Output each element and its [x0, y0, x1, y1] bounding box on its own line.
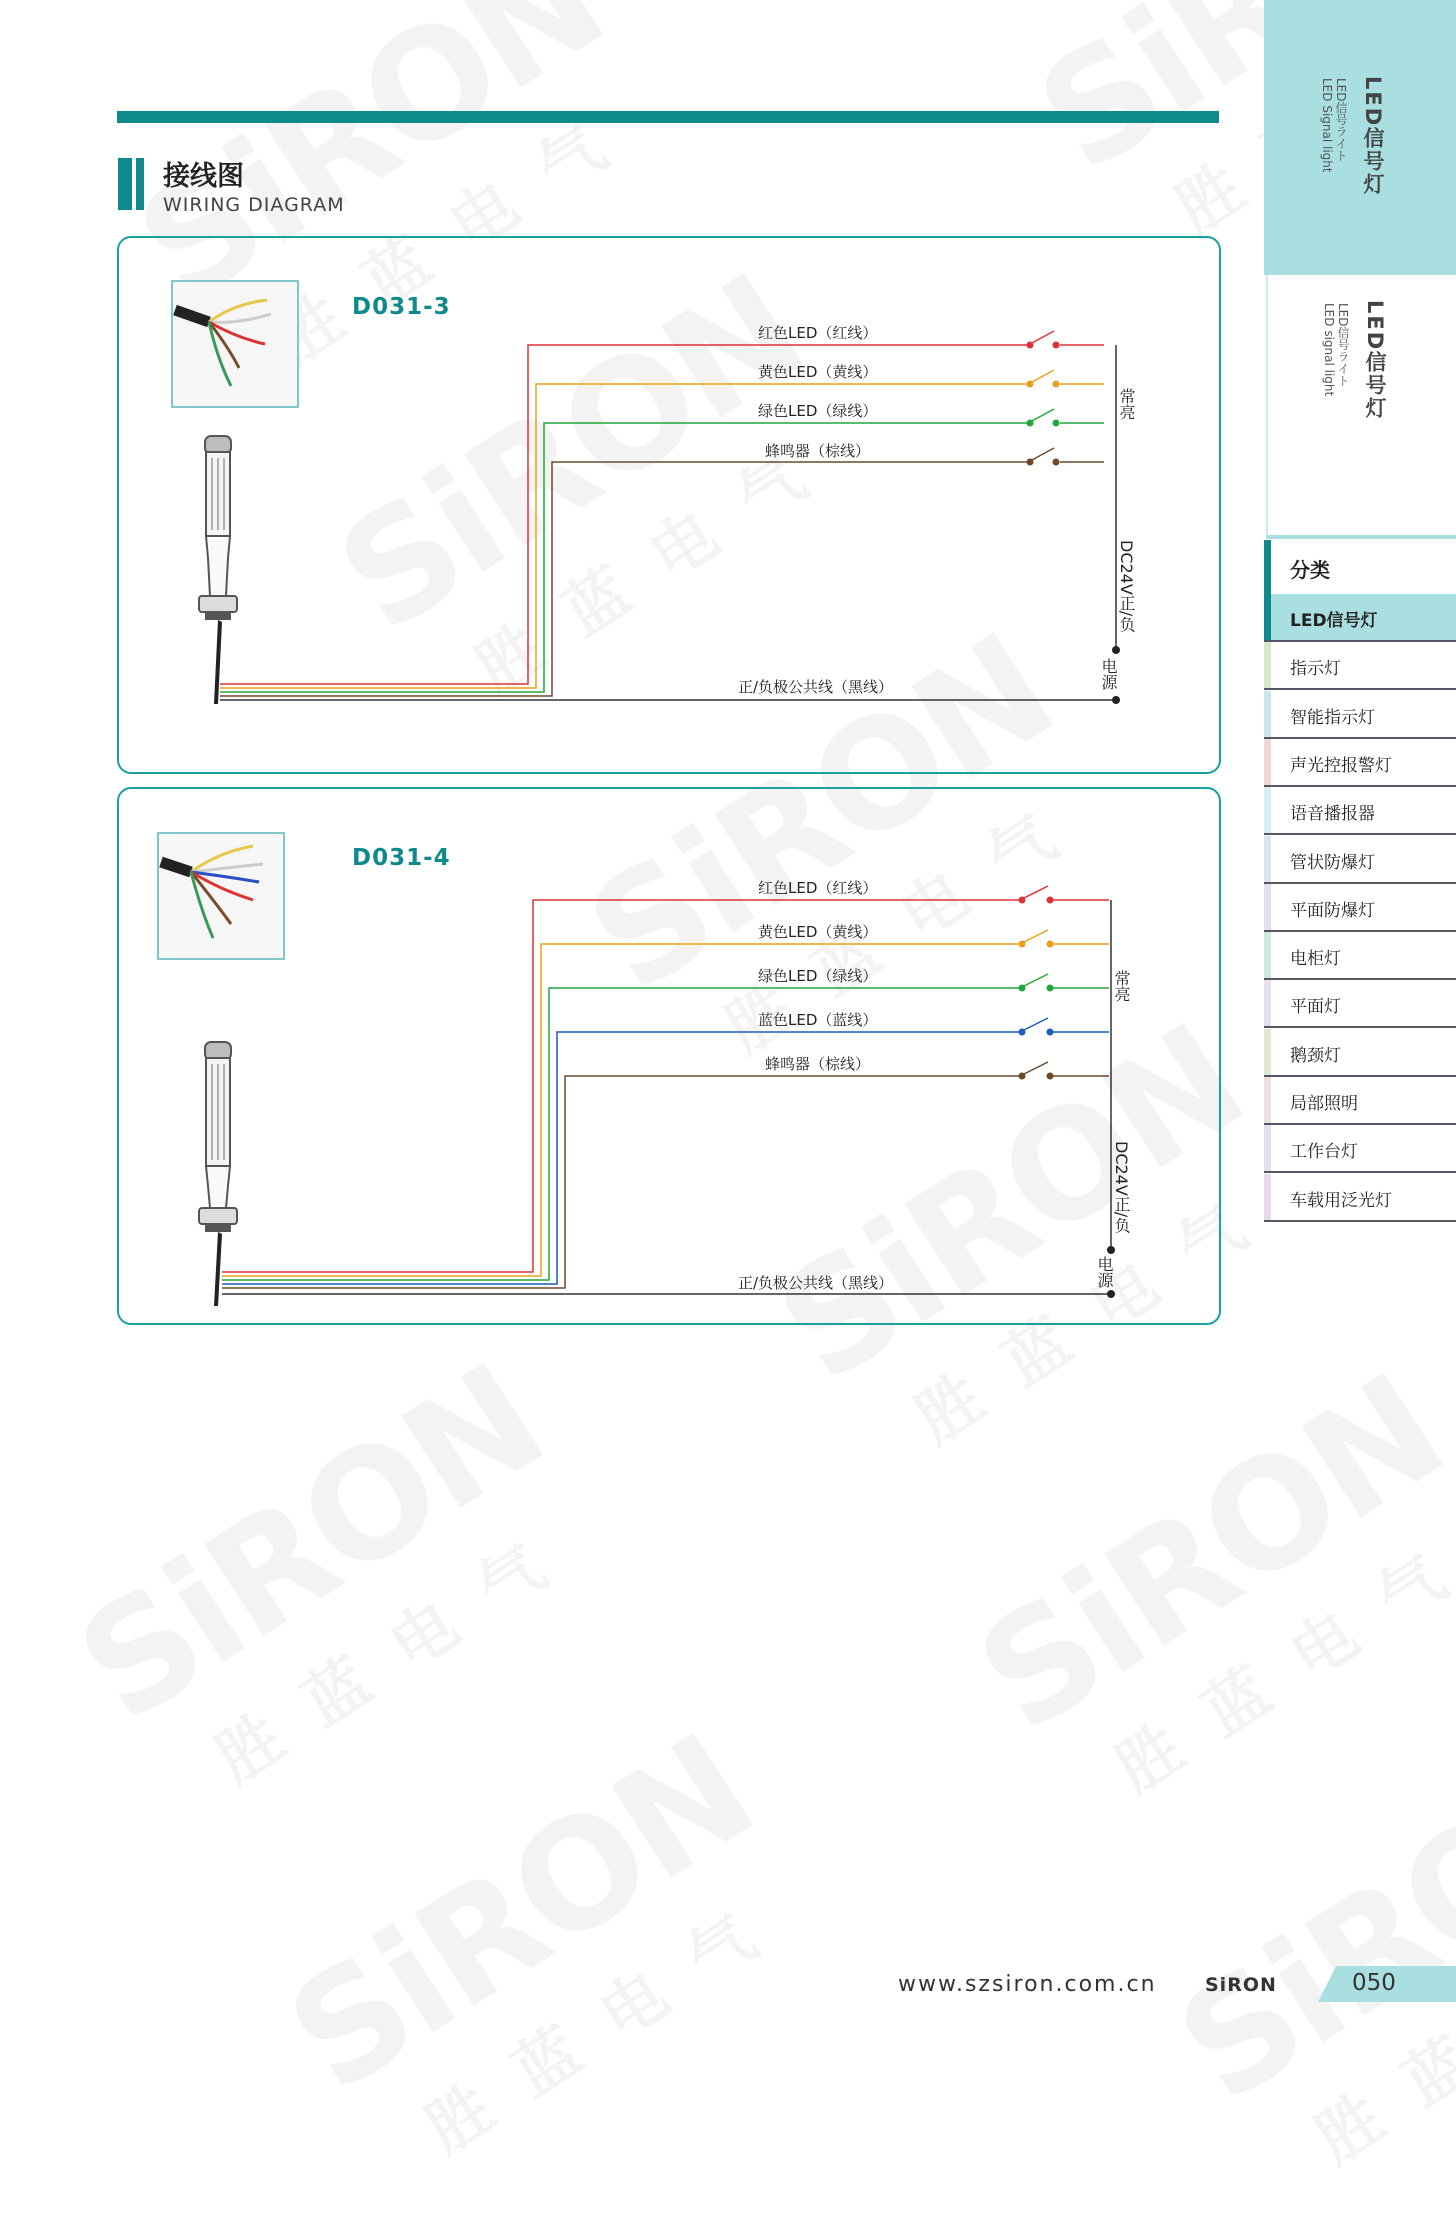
- category-item[interactable]: [1264, 1029, 1456, 1077]
- category-item[interactable]: [1264, 787, 1456, 835]
- wire-label-yellow: 黄色LED（黄线）: [758, 923, 878, 941]
- category-item-label: 声光控报警灯: [1290, 756, 1392, 776]
- watermark: [950, 1343, 1456, 1843]
- power-label: 电源: [1095, 1256, 1114, 1288]
- chapter-subtitle-en: LED Signal light: [1320, 78, 1334, 173]
- chapter-subtitle-jp: LED信号ライト: [1334, 78, 1348, 162]
- section-tab-subtitle-en: LED signal light: [1322, 303, 1336, 397]
- category-item-label: 语音播报器: [1290, 804, 1375, 824]
- category-item-label: 管状防爆灯: [1290, 853, 1375, 873]
- category-item-marker: [1264, 642, 1271, 688]
- category-item-label: 智能指示灯: [1290, 708, 1375, 728]
- dc-voltage-label: DC24V正/负: [1112, 1141, 1131, 1234]
- category-item[interactable]: [1264, 594, 1456, 642]
- category-item-marker: [1264, 1125, 1271, 1171]
- wire-label-yellow: 黄色LED（黄线）: [758, 363, 878, 381]
- dc-voltage-label: DC24V正/负: [1117, 540, 1136, 633]
- power-label: 电源: [1099, 658, 1118, 690]
- watermark: [50, 1333, 621, 1833]
- category-item[interactable]: [1264, 691, 1456, 739]
- category-item[interactable]: [1264, 642, 1456, 690]
- category-item-marker: [1264, 980, 1271, 1026]
- sidebar-section-tab[interactable]: [1266, 275, 1456, 539]
- category-item[interactable]: [1264, 836, 1456, 884]
- category-item-marker: [1264, 884, 1271, 930]
- wire-label-blue: 蓝色LED（蓝线）: [758, 1011, 878, 1029]
- category-item[interactable]: [1264, 932, 1456, 980]
- category-item[interactable]: [1264, 980, 1456, 1028]
- category-item-label: 平面灯: [1290, 997, 1341, 1017]
- cable-photo: [171, 280, 299, 408]
- cable-photo-image: [173, 282, 297, 406]
- category-item-marker: [1264, 1029, 1271, 1075]
- category-item[interactable]: [1264, 739, 1456, 787]
- watermark: [1150, 1713, 1456, 2213]
- wire-label-buzzer: 蜂鸣器（棕线）: [765, 442, 871, 460]
- sidebar-chapter-tab[interactable]: [1264, 0, 1456, 275]
- category-item-label: 电柜灯: [1290, 949, 1341, 969]
- category-item-marker: [1264, 836, 1271, 882]
- category-item-marker: [1264, 594, 1271, 640]
- model-label: D031-4: [352, 845, 451, 871]
- common-wire-label: 正/负极公共线（黑线）: [738, 1274, 894, 1292]
- cable-photo: [157, 832, 285, 960]
- section-title: 接线图: [163, 161, 244, 192]
- category-item-marker: [1264, 932, 1271, 978]
- category-item-marker: [1264, 691, 1271, 737]
- title-marker: [136, 158, 144, 210]
- category-marker: [1264, 540, 1271, 594]
- category-item-label: LED信号灯: [1290, 611, 1378, 631]
- title-marker: [118, 158, 132, 210]
- wire-label-red: 红色LED（红线）: [758, 324, 878, 342]
- category-item-marker: [1264, 1077, 1271, 1123]
- footer-brand-logo: SiRON: [1205, 1974, 1277, 1996]
- category-item[interactable]: [1264, 1174, 1456, 1222]
- wire-label-buzzer: 蜂鸣器（棕线）: [765, 1055, 871, 1073]
- cable-photo-image: [159, 834, 283, 958]
- category-item[interactable]: [1264, 1125, 1456, 1173]
- common-wire-label: 正/负极公共线（黑线）: [738, 678, 894, 696]
- watermark: [260, 1703, 831, 2203]
- chapter-title: LED信号灯: [1361, 76, 1385, 197]
- category-item-marker: [1264, 1174, 1271, 1220]
- section-subtitle: WIRING DIAGRAM: [163, 194, 345, 216]
- category-item-label: 鹅颈灯: [1290, 1046, 1341, 1066]
- top-accent-bar: [117, 111, 1219, 123]
- category-heading: [1264, 540, 1456, 594]
- section-tab-subtitle-jp: LED信号ライト: [1336, 303, 1350, 387]
- always-on-label: 常亮: [1117, 388, 1136, 420]
- category-item[interactable]: [1264, 884, 1456, 932]
- wire-label-green: 绿色LED（绿线）: [758, 967, 878, 985]
- category-item-label: 局部照明: [1290, 1094, 1358, 1114]
- page-number: 050: [1352, 1970, 1396, 1996]
- category-item-marker: [1264, 787, 1271, 833]
- always-on-label: 常亮: [1112, 970, 1131, 1002]
- footer-url[interactable]: www.szsiron.com.cn: [898, 1972, 1157, 1997]
- category-item-label: 工作台灯: [1290, 1142, 1358, 1162]
- model-label: D031-3: [352, 294, 451, 320]
- category-item-label: 车载用泛光灯: [1290, 1191, 1392, 1211]
- category-item-label: 平面防爆灯: [1290, 901, 1375, 921]
- section-tab-title: LED信号灯: [1363, 300, 1387, 421]
- category-item-label: 指示灯: [1290, 659, 1341, 679]
- wire-label-red: 红色LED（红线）: [758, 879, 878, 897]
- wire-label-green: 绿色LED（绿线）: [758, 402, 878, 420]
- category-label: 分类: [1290, 558, 1330, 582]
- category-item-marker: [1264, 739, 1271, 785]
- category-item[interactable]: [1264, 1077, 1456, 1125]
